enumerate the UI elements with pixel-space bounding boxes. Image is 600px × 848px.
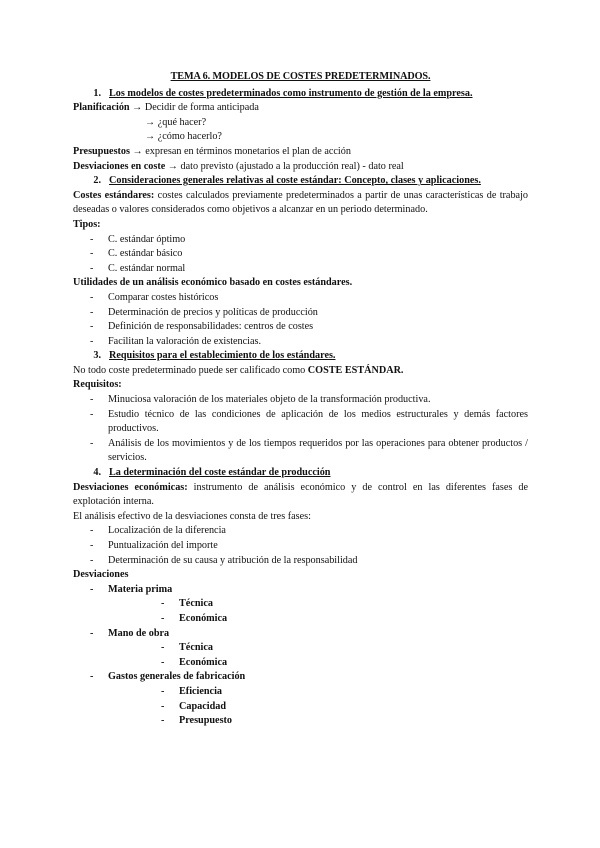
desviaciones-label: Desviaciones xyxy=(73,569,129,581)
term: Costes estándares: xyxy=(73,189,155,201)
definition: → expresan en términos monetarios el plan de acción xyxy=(132,145,351,157)
section-heading-1 xyxy=(73,87,528,102)
section-heading-4 xyxy=(73,466,528,481)
list-item: - Puntualización del importe xyxy=(73,539,528,554)
sublist xyxy=(108,641,528,670)
section-title: Los modelos de costes predeterminados como instrumento de gestión de la empresa. xyxy=(109,87,473,99)
list-item: - Definición de responsabilidades: centros de costes xyxy=(73,320,528,335)
sub-item: - Capacidad xyxy=(108,700,528,715)
definition: → dato previsto (ajustado a la producción real) - dato real xyxy=(167,160,404,172)
costes-estandares-paragraph xyxy=(73,189,528,218)
sublist xyxy=(108,597,528,626)
utilidades-list xyxy=(73,291,528,349)
section-number: 2. xyxy=(93,175,101,187)
section-heading-2 xyxy=(73,174,528,189)
sub-item: - Presupuesto xyxy=(108,714,528,729)
term: Desviaciones económicas: xyxy=(73,481,188,493)
list-item: - Análisis de los movimientos y de los tiempos requeridos por las operaciones para obtener productos / servicios. xyxy=(73,437,528,466)
requisitos-label: Requisitos: xyxy=(73,379,122,391)
desviacion-group-mano-de-obra: - Mano de obra - Técnica - Económica xyxy=(73,627,528,671)
sub-item: - Económica xyxy=(108,612,528,627)
definition: instrumento de análisis económico y de control en las diferentes fases de explotación interna. xyxy=(73,481,528,508)
list-item: - C. estándar normal xyxy=(73,262,528,277)
sub-item: - Económica xyxy=(108,656,528,671)
list-item: - Determinación de precios y políticas de producción xyxy=(73,306,528,321)
desviacion-group-gastos-generales: - Gastos generales de fabricación - Eficiencia - Capacidad - Presupuesto xyxy=(73,670,528,728)
section-number: 1. xyxy=(93,87,101,99)
section-number: 3. xyxy=(93,350,101,362)
sub-item: - Técnica xyxy=(108,597,528,612)
term: Desviaciones en coste xyxy=(73,160,166,172)
section-number: 4. xyxy=(93,467,101,479)
document-page xyxy=(73,70,528,729)
list-item: - C. estándar básico xyxy=(73,247,528,262)
tipos-list xyxy=(73,233,528,277)
desviaciones-economicas-paragraph xyxy=(73,481,528,510)
planificacion-line xyxy=(73,101,528,116)
term: Planificación xyxy=(73,102,130,114)
emphasis: COSTE ESTÁNDAR. xyxy=(307,364,404,376)
coste-estandar-intro: No todo coste predeterminado puede ser calificado como COSTE ESTÁNDAR. xyxy=(73,364,404,376)
list-item: - Facilitan la valoración de existencias. xyxy=(73,335,528,350)
question-line-1: → ¿qué hacer? xyxy=(145,116,207,128)
list-item: - Minuciosa valoración de los materiales objeto de la transformación productiva. xyxy=(73,393,528,408)
list-item: - Localización de la diferencia xyxy=(73,524,528,539)
desviaciones-list xyxy=(73,583,528,729)
fases-intro: El análisis efectivo de la desviaciones consta de tres fases: xyxy=(73,510,311,522)
term: Presupuestos xyxy=(73,145,130,157)
presupuestos-line xyxy=(73,145,528,160)
desviaciones-coste-line xyxy=(73,160,528,175)
tipos-label: Tipos: xyxy=(73,218,101,230)
sublist xyxy=(108,685,528,729)
page-title: TEMA 6. MODELOS DE COSTES PREDETERMINADOS. xyxy=(170,71,431,82)
section-title: La determinación del coste estándar de producción xyxy=(109,467,331,479)
definition: → Decidir de forma anticipada xyxy=(132,102,259,114)
sub-item: - Eficiencia xyxy=(108,685,528,700)
sub-item: - Técnica xyxy=(108,641,528,656)
section-title: Consideraciones generales relativas al coste estándar: Concepto, clases y aplicaciones. xyxy=(109,175,481,187)
list-item: - Determinación de su causa y atribución de la responsabilidad xyxy=(73,554,528,569)
definition: costes calculados previamente predeterminados a partir de unas características de trabajo deseadas o valores considerados como objetivos a alcanzar en un periodo determinado. xyxy=(73,189,528,216)
list-item: - Estudio técnico de las condiciones de aplicación de los medios estructurales y demás factores productivos. xyxy=(73,408,528,437)
utilidades-label: Utilidades de un análisis económico basado en costes estándares. xyxy=(73,277,353,289)
question-line-2: → ¿cómo hacerlo? xyxy=(145,131,222,143)
fases-list xyxy=(73,524,528,568)
section-heading-3 xyxy=(73,349,528,364)
section-title: Requisitos para el establecimiento de los estándares. xyxy=(109,350,336,362)
requisitos-list xyxy=(73,393,528,466)
list-item: - Comparar costes históricos xyxy=(73,291,528,306)
list-item: - C. estándar óptimo xyxy=(73,233,528,248)
desviacion-group-materia-prima: - Materia prima - Técnica - Económica xyxy=(73,583,528,627)
